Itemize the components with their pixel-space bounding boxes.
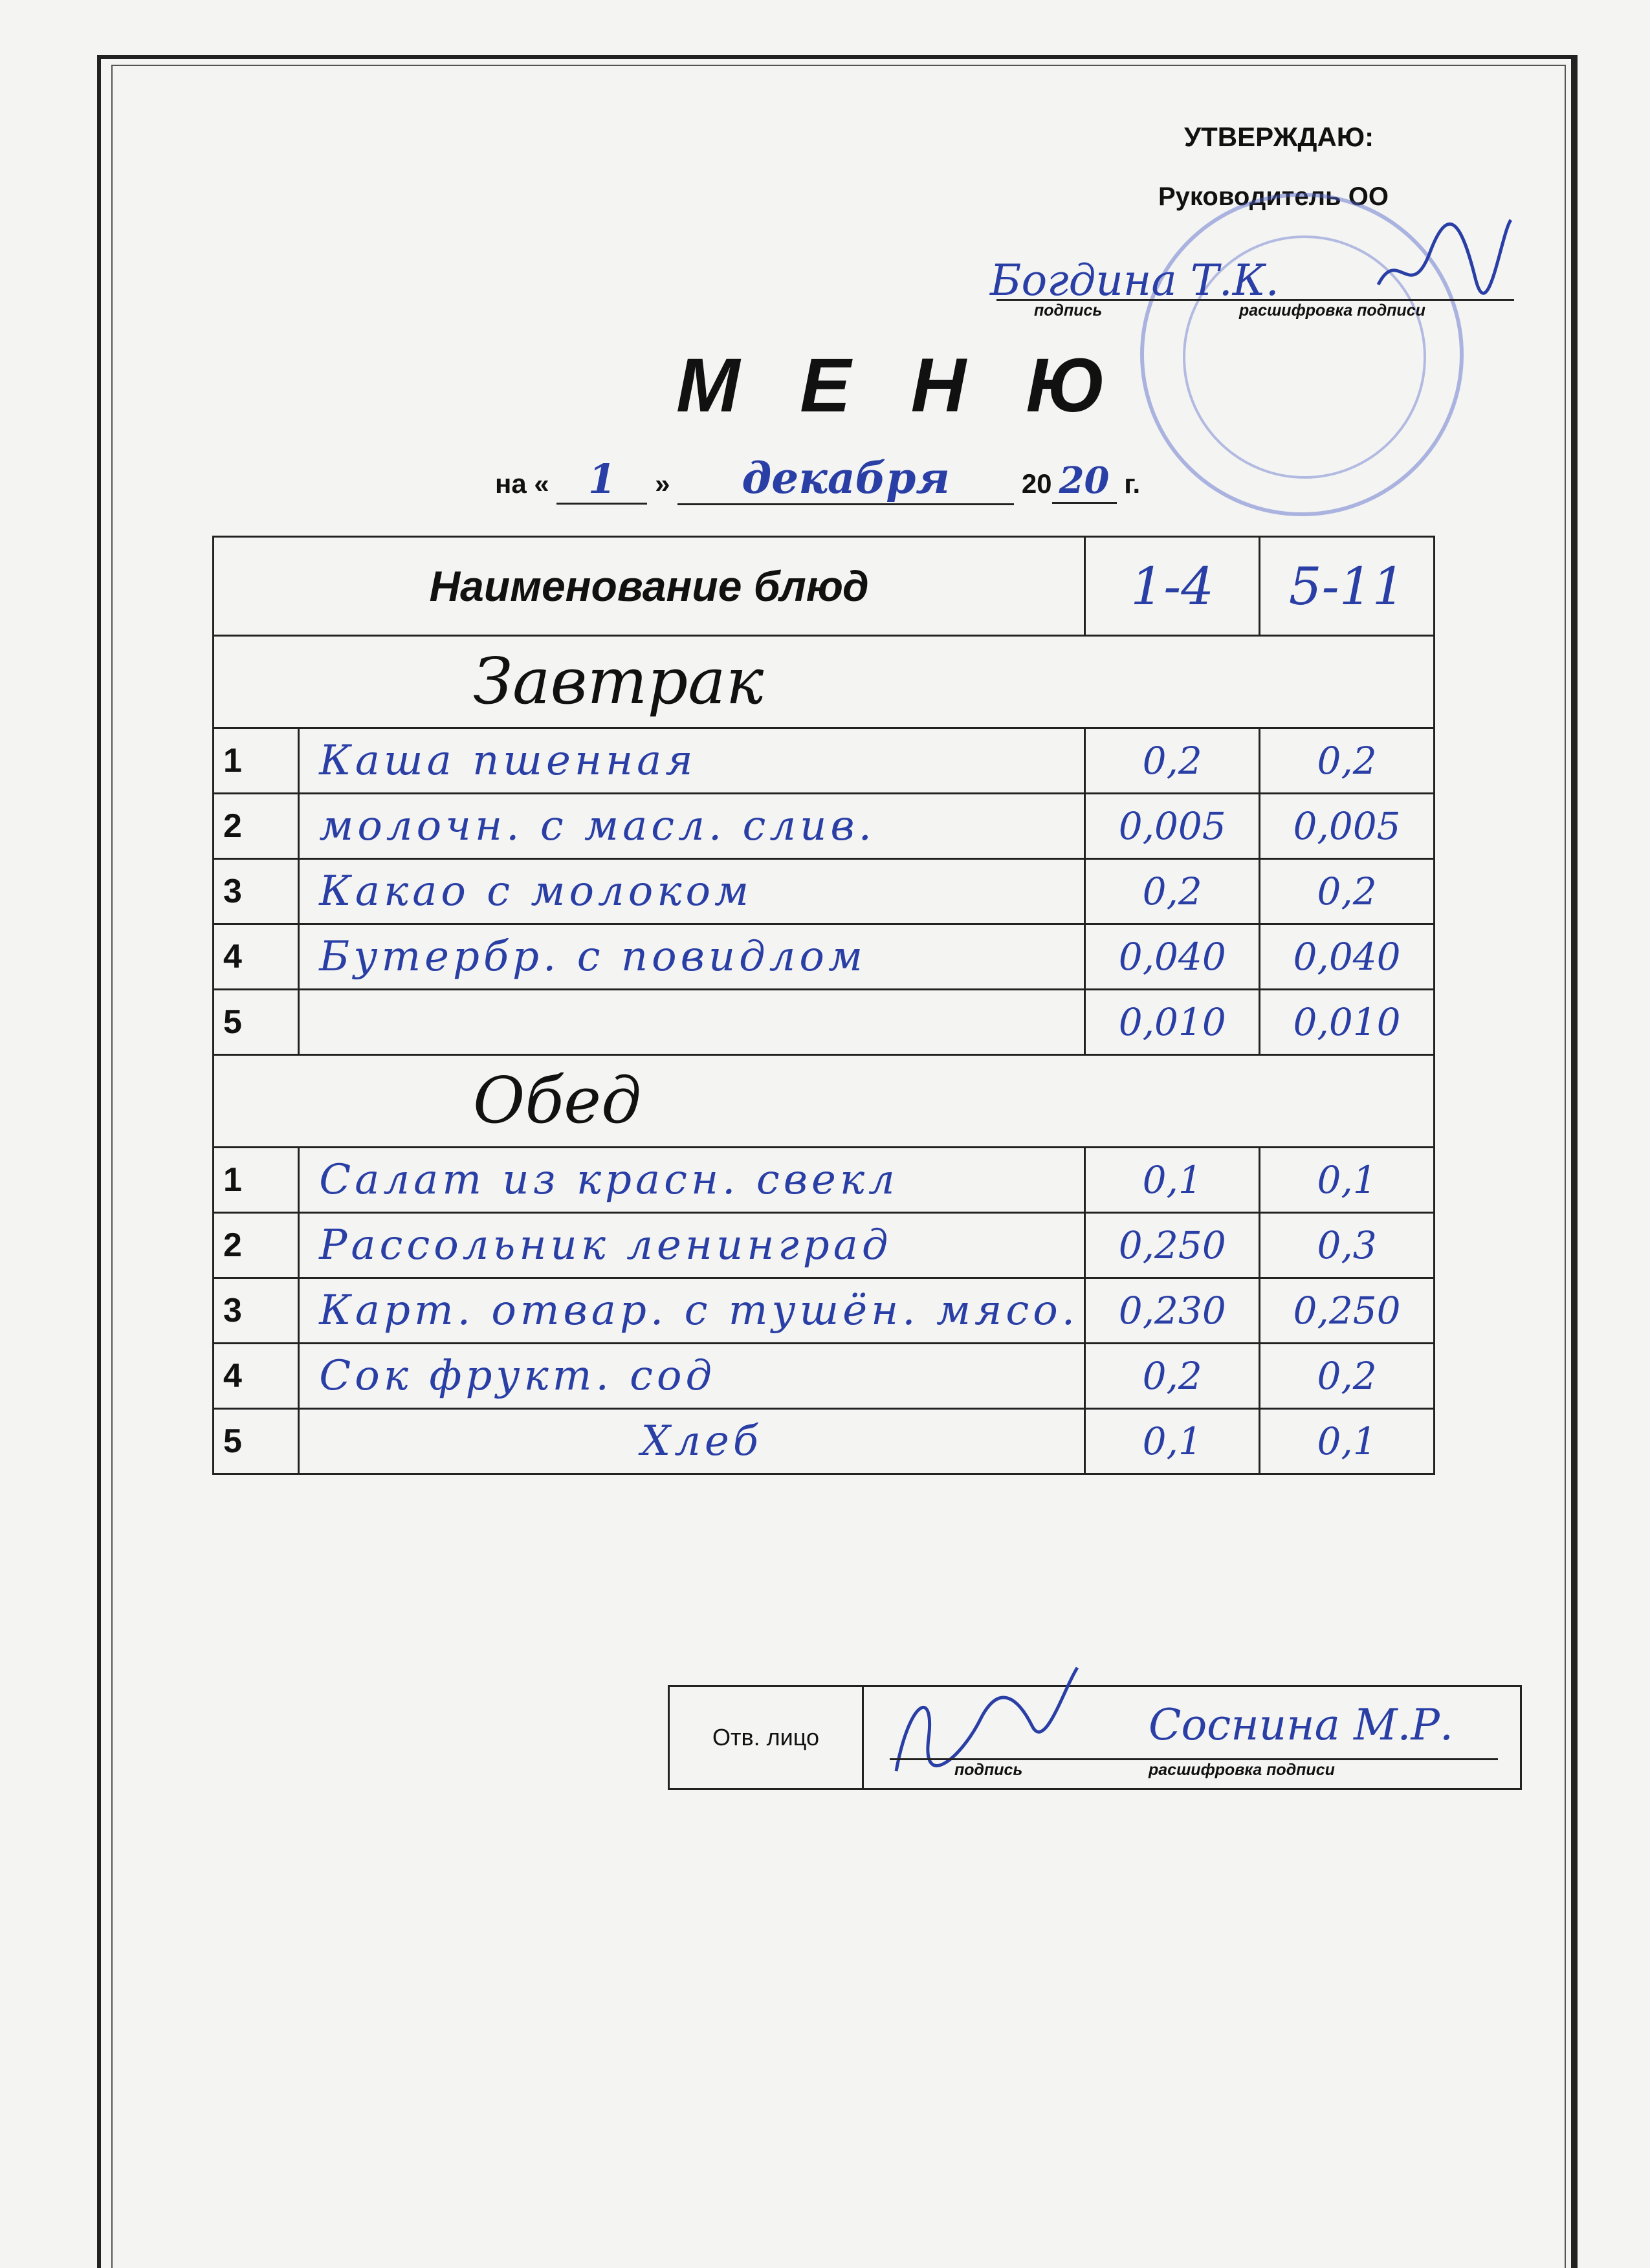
head-signature-caption: подпись — [1034, 301, 1103, 320]
menu-table — [212, 536, 1435, 1475]
table-row — [214, 859, 1435, 924]
header-col-1-4: 1-4 — [1085, 537, 1260, 636]
value-1-4: 0,250 — [1085, 1213, 1260, 1278]
row-number: 3 — [214, 1278, 299, 1344]
value-1-4: 0,230 — [1085, 1278, 1260, 1344]
responsible-block — [668, 1685, 1522, 1790]
table-row — [214, 1213, 1435, 1278]
row-number: 3 — [214, 859, 299, 924]
head-signature — [1372, 207, 1514, 311]
value-5-11: 0,005 — [1260, 794, 1435, 859]
table-header-row — [214, 537, 1435, 636]
header-name: Наименование блюд — [214, 537, 1085, 636]
table-row — [214, 794, 1435, 859]
value-5-11: 0,3 — [1260, 1213, 1435, 1278]
row-number: 5 — [214, 1409, 299, 1474]
section-title: Завтрак — [214, 636, 1435, 728]
responsible-label: Отв. лицо — [670, 1687, 864, 1788]
header-col-5-11: 5-11 — [1260, 537, 1435, 636]
dish-name: Хлеб — [299, 1409, 1085, 1474]
section-row-lunch — [214, 1055, 1435, 1148]
value-5-11: 0,250 — [1260, 1278, 1435, 1344]
head-signer-name: Богдина Т.К. — [990, 256, 1279, 305]
dish-name: Рассольник ленинград — [299, 1213, 1085, 1278]
row-number: 2 — [214, 794, 299, 859]
date-day: 1 — [588, 455, 616, 503]
value-1-4: 0,010 — [1085, 990, 1260, 1055]
dish-name: Каша пшенная — [299, 728, 1085, 794]
value-5-11: 0,040 — [1260, 924, 1435, 990]
value-1-4: 0,2 — [1085, 728, 1260, 794]
dish-name: Карт. отвар. с тушён. мясо. — [299, 1278, 1085, 1344]
value-1-4: 0,1 — [1085, 1148, 1260, 1213]
section-row-breakfast — [214, 636, 1435, 728]
row-number: 1 — [214, 728, 299, 794]
responsible-name: Соснина М.Р. — [1149, 1700, 1453, 1750]
value-5-11: 0,2 — [1260, 1344, 1435, 1409]
table-row — [214, 924, 1435, 990]
page-title: М Е Н Ю — [676, 343, 1125, 428]
value-5-11: 0,2 — [1260, 728, 1435, 794]
dish-name: молочн. с масл. слив. — [299, 794, 1085, 859]
responsible-decode-caption: расшифровка подписи — [1149, 1761, 1335, 1779]
row-number: 2 — [214, 1213, 299, 1278]
head-decode-caption: расшифровка подписи — [1239, 301, 1425, 320]
table-row — [214, 1344, 1435, 1409]
approve-label: УТВЕРЖДАЮ: — [1184, 122, 1374, 152]
value-5-11: 0,2 — [1260, 859, 1435, 924]
section-title: Обед — [214, 1055, 1435, 1148]
date-line: на « 1 » декабря 20 20 г. — [495, 453, 1140, 505]
dish-name: Бутербр. с повидлом — [299, 924, 1085, 990]
responsible-signature-line — [890, 1758, 1498, 1760]
value-1-4: 0,040 — [1085, 924, 1260, 990]
table-row — [214, 728, 1435, 794]
date-year: 20 — [1059, 459, 1110, 502]
dish-name: Сок фрукт. сод — [299, 1344, 1085, 1409]
row-number: 4 — [214, 1344, 299, 1409]
dish-name: Какао с молоком — [299, 859, 1085, 924]
value-1-4: 0,2 — [1085, 1344, 1260, 1409]
value-5-11: 0,010 — [1260, 990, 1435, 1055]
responsible-signature-caption: подпись — [954, 1761, 1023, 1779]
table-row — [214, 1278, 1435, 1344]
date-month: декабря — [742, 453, 950, 503]
value-1-4: 0,1 — [1085, 1409, 1260, 1474]
row-number: 4 — [214, 924, 299, 990]
row-number: 1 — [214, 1148, 299, 1213]
dish-name: Салат из красн. свекл — [299, 1148, 1085, 1213]
value-5-11: 0,1 — [1260, 1409, 1435, 1474]
value-1-4: 0,2 — [1085, 859, 1260, 924]
table-row — [214, 990, 1435, 1055]
head-position: Руководитель ОО — [1158, 182, 1389, 211]
head-signature-line — [996, 299, 1514, 301]
value-5-11: 0,1 — [1260, 1148, 1435, 1213]
row-number: 5 — [214, 990, 299, 1055]
table-row — [214, 1148, 1435, 1213]
table-row — [214, 1409, 1435, 1474]
value-1-4: 0,005 — [1085, 794, 1260, 859]
dish-name — [299, 990, 1085, 1055]
